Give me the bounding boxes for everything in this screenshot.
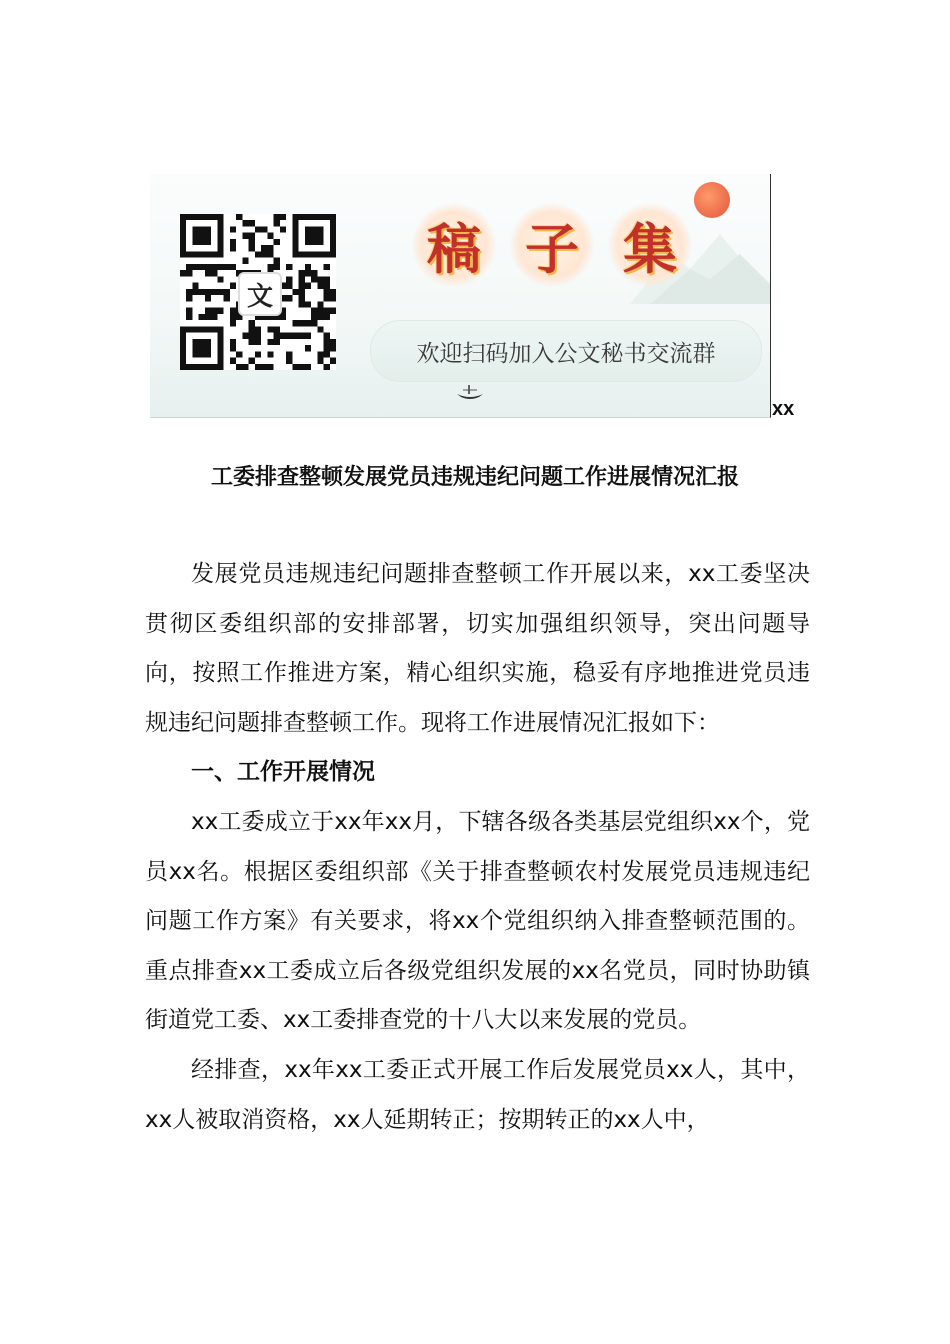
- slogan-text: 欢迎扫码加入公文秘书交流群: [416, 340, 716, 367]
- qr-code[interactable]: [180, 214, 336, 370]
- qr-logo: 文: [238, 272, 282, 316]
- section-heading: 一、工作开展情况: [191, 759, 375, 786]
- paragraph: 发展党员违规违纪问题排查整顿工作开展以来，xx工委坚决贯彻区委组织部的安排部署，切实加强组织领导，突出问题导向，按照工作推进方案，精心组织实施，稳妥有序地推进党员违规违纪问题排查整顿工作。现将工作进展情况汇报如下：: [145, 561, 810, 736]
- header-tag: xx: [772, 398, 795, 420]
- paragraph: xx工委成立于xx年xx月，下辖各级各类基层党组织xx个，党员xx名。根据区委组织部《关于排查整顿农村发展党员违规违纪问题工作方案》有关要求，将xx个党组织纳入排查整顿范围的。重点排查xx工委成立后各级党组织发展的xx名党员，同时协助镇街道党工委、xx工委排查党的十八大以来发展的党员。: [145, 808, 810, 1034]
- document-body: [145, 550, 810, 1145]
- paragraph: 经排查，xx年xx工委正式开展工作后发展党员xx人，其中，xx人被取消资格，xx人延期转正；按期转正的xx人中，: [145, 1056, 810, 1133]
- brand-char: 稿: [412, 203, 496, 287]
- document-title: 工委排查整顿发展党员违规违纪问题工作进展情况汇报: [210, 465, 739, 490]
- boat-icon: [455, 382, 485, 402]
- sun-decoration: [694, 182, 730, 218]
- brand-title: [412, 200, 692, 290]
- banner-image: [150, 174, 771, 418]
- brand-char: 集: [608, 203, 692, 287]
- brand-char: 子: [510, 203, 594, 287]
- slogan-bar: [370, 320, 762, 382]
